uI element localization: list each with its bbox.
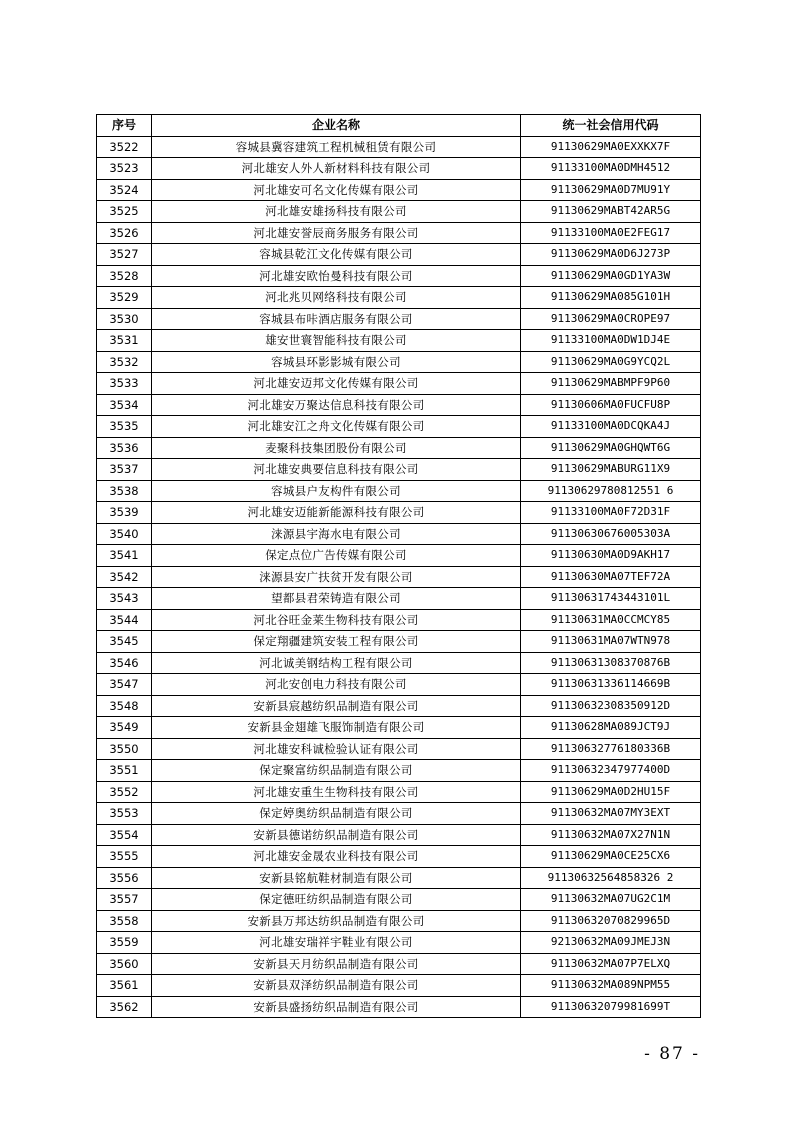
- header-credit-code: 统一社会信用代码: [521, 115, 701, 137]
- credit-code-cell: 91130632776180336B: [521, 738, 701, 760]
- company-name-cell: 河北谷旺金莱生物科技有限公司: [152, 609, 521, 631]
- serial-cell: 3543: [97, 588, 152, 610]
- company-name-cell: 安新县天月纺织品制造有限公司: [152, 953, 521, 975]
- table-row: [97, 674, 701, 696]
- company-name-cell: 河北雄安典要信息科技有限公司: [152, 459, 521, 481]
- company-name-cell: 河北雄安万聚达信息科技有限公司: [152, 394, 521, 416]
- credit-code-cell: 91130632MA07UG2C1M: [521, 889, 701, 911]
- serial-cell: 3558: [97, 910, 152, 932]
- company-name-cell: 望都县君荣铸造有限公司: [152, 588, 521, 610]
- company-name-cell: 安新县盛扬纺织品制造有限公司: [152, 996, 521, 1018]
- credit-code-cell: 91130631MA0CCMCY85: [521, 609, 701, 631]
- serial-cell: 3562: [97, 996, 152, 1018]
- company-name-cell: 河北雄安人外人新材料科技有限公司: [152, 158, 521, 180]
- credit-code-cell: 91130632MA07P7ELXQ: [521, 953, 701, 975]
- company-name-cell: 涞源县安广扶贫开发有限公司: [152, 566, 521, 588]
- serial-cell: 3534: [97, 394, 152, 416]
- serial-cell: 3523: [97, 158, 152, 180]
- serial-cell: 3527: [97, 244, 152, 266]
- company-name-cell: 保定德旺纺织品制造有限公司: [152, 889, 521, 911]
- company-name-cell: 河北雄安科诚检验认证有限公司: [152, 738, 521, 760]
- company-name-cell: 保定翔疆建筑安装工程有限公司: [152, 631, 521, 653]
- company-name-cell: 安新县宸越纺织品制造有限公司: [152, 695, 521, 717]
- company-name-cell: 容城县户友构件有限公司: [152, 480, 521, 502]
- credit-code-cell: 91130630MA0D9AKH17: [521, 545, 701, 567]
- credit-code-cell: 91130632308350912D: [521, 695, 701, 717]
- table-row: [97, 523, 701, 545]
- table-row: [97, 652, 701, 674]
- serial-cell: 3553: [97, 803, 152, 825]
- credit-code-cell: 91130629MABURG11X9: [521, 459, 701, 481]
- company-name-cell: 安新县双泽纺织品制造有限公司: [152, 975, 521, 997]
- header-company-name: 企业名称: [152, 115, 521, 137]
- table-row: [97, 760, 701, 782]
- credit-code-cell: 91133100MA0DMH4512: [521, 158, 701, 180]
- company-name-cell: 河北雄安迈能新能源科技有限公司: [152, 502, 521, 524]
- serial-cell: 3552: [97, 781, 152, 803]
- serial-cell: 3524: [97, 179, 152, 201]
- company-name-cell: 安新县铭航鞋材制造有限公司: [152, 867, 521, 889]
- company-name-cell: 麦聚科技集团股份有限公司: [152, 437, 521, 459]
- company-name-cell: 河北安创电力科技有限公司: [152, 674, 521, 696]
- credit-code-cell: 91133100MA0F72D31F: [521, 502, 701, 524]
- company-name-cell: 容城县冀容建筑工程机械租赁有限公司: [152, 136, 521, 158]
- table-row: [97, 437, 701, 459]
- company-name-cell: 河北雄安江之舟文化传媒有限公司: [152, 416, 521, 438]
- serial-cell: 3538: [97, 480, 152, 502]
- table-row: [97, 846, 701, 868]
- serial-cell: 3556: [97, 867, 152, 889]
- credit-code-cell: 91130629MA0D7MU91Y: [521, 179, 701, 201]
- serial-cell: 3528: [97, 265, 152, 287]
- serial-cell: 3533: [97, 373, 152, 395]
- credit-code-cell: 91130629MA0CROPE97: [521, 308, 701, 330]
- credit-code-cell: 91130631743443101L: [521, 588, 701, 610]
- serial-cell: 3546: [97, 652, 152, 674]
- credit-code-cell: 91130631MA07WTN978: [521, 631, 701, 653]
- credit-code-cell: 91130628MA089JCT9J: [521, 717, 701, 739]
- company-name-cell: 安新县金翅雄飞服饰制造有限公司: [152, 717, 521, 739]
- table-row: [97, 265, 701, 287]
- company-name-cell: 容城县环影影城有限公司: [152, 351, 521, 373]
- company-name-cell: 容城县布咔酒店服务有限公司: [152, 308, 521, 330]
- table-row: [97, 932, 701, 954]
- company-name-cell: 安新县万邦达纺织品制造有限公司: [152, 910, 521, 932]
- credit-code-cell: 91130632MA07X27N1N: [521, 824, 701, 846]
- serial-cell: 3548: [97, 695, 152, 717]
- table-row: [97, 351, 701, 373]
- serial-cell: 3550: [97, 738, 152, 760]
- company-name-cell: 保定婷奥纺织品制造有限公司: [152, 803, 521, 825]
- table-row: [97, 480, 701, 502]
- serial-cell: 3560: [97, 953, 152, 975]
- serial-cell: 3545: [97, 631, 152, 653]
- credit-code-cell: 91130632MA089NPM55: [521, 975, 701, 997]
- credit-code-cell: 91130629MA0D6J273P: [521, 244, 701, 266]
- serial-cell: 3522: [97, 136, 152, 158]
- table-row: [97, 975, 701, 997]
- credit-code-cell: 91130629MA085G101H: [521, 287, 701, 309]
- credit-code-cell: 91130632MA07MY3EXT: [521, 803, 701, 825]
- serial-cell: 3551: [97, 760, 152, 782]
- credit-code-cell: 91130629MABT42AR5G: [521, 201, 701, 223]
- table-row: [97, 244, 701, 266]
- company-name-cell: 保定聚富纺织品制造有限公司: [152, 760, 521, 782]
- credit-code-cell: 91133100MA0DCQKA4J: [521, 416, 701, 438]
- table-row: [97, 738, 701, 760]
- table-body: [97, 136, 701, 1018]
- table-row: [97, 717, 701, 739]
- credit-code-cell: 91130629MA0CE25CX6: [521, 846, 701, 868]
- credit-code-cell: 91130629MA0D2HU15F: [521, 781, 701, 803]
- credit-code-cell: 92130632MA09JMEJ3N: [521, 932, 701, 954]
- serial-cell: 3525: [97, 201, 152, 223]
- serial-cell: 3530: [97, 308, 152, 330]
- table-row: [97, 953, 701, 975]
- serial-cell: 3555: [97, 846, 152, 868]
- credit-code-cell: 91130629MA0EXXKX7F: [521, 136, 701, 158]
- company-name-cell: 河北雄安重生生物科技有限公司: [152, 781, 521, 803]
- table-row: [97, 588, 701, 610]
- company-name-cell: 河北雄安欧怡曼科技有限公司: [152, 265, 521, 287]
- table-row: [97, 459, 701, 481]
- serial-cell: 3544: [97, 609, 152, 631]
- table-row: [97, 394, 701, 416]
- serial-cell: 3541: [97, 545, 152, 567]
- company-name-cell: 河北雄安瑞祥宇鞋业有限公司: [152, 932, 521, 954]
- serial-cell: 3537: [97, 459, 152, 481]
- credit-code-cell: 91130630MA07TEF72A: [521, 566, 701, 588]
- table-row: [97, 631, 701, 653]
- serial-cell: 3542: [97, 566, 152, 588]
- table-row: [97, 287, 701, 309]
- credit-code-cell: 91130632070829965D: [521, 910, 701, 932]
- credit-code-cell: 91130629MA0GHQWT6G: [521, 437, 701, 459]
- credit-code-cell: 91130632564858326 2: [521, 867, 701, 889]
- credit-code-cell: 91133100MA0E2FEG17: [521, 222, 701, 244]
- serial-cell: 3540: [97, 523, 152, 545]
- serial-cell: 3526: [97, 222, 152, 244]
- serial-cell: 3532: [97, 351, 152, 373]
- table-row: [97, 201, 701, 223]
- credit-code-cell: 91130629MABMPF9P60: [521, 373, 701, 395]
- company-name-cell: 河北诚美钢结构工程有限公司: [152, 652, 521, 674]
- company-name-cell: 涞源县宇海水电有限公司: [152, 523, 521, 545]
- page-number: - 87 -: [644, 1044, 700, 1064]
- table-row: [97, 781, 701, 803]
- header-serial: 序号: [97, 115, 152, 137]
- credit-code-cell: 91130629780812551 6: [521, 480, 701, 502]
- serial-cell: 3535: [97, 416, 152, 438]
- table-row: [97, 502, 701, 524]
- table-row: [97, 416, 701, 438]
- credit-code-cell: 91130632079981699T: [521, 996, 701, 1018]
- table-header-row: [97, 115, 701, 137]
- credit-code-cell: 91133100MA0DW1DJ4E: [521, 330, 701, 352]
- enterprise-table: [96, 114, 701, 1018]
- serial-cell: 3561: [97, 975, 152, 997]
- company-name-cell: 雄安世寰智能科技有限公司: [152, 330, 521, 352]
- table-row: [97, 609, 701, 631]
- table-row: [97, 222, 701, 244]
- serial-cell: 3557: [97, 889, 152, 911]
- table-row: [97, 373, 701, 395]
- table-row: [97, 996, 701, 1018]
- serial-cell: 3536: [97, 437, 152, 459]
- table-row: [97, 136, 701, 158]
- table-row: [97, 889, 701, 911]
- table-row: [97, 566, 701, 588]
- credit-code-cell: 91130629MA0G9YCQ2L: [521, 351, 701, 373]
- table-row: [97, 824, 701, 846]
- company-name-cell: 容城县乾江文化传媒有限公司: [152, 244, 521, 266]
- credit-code-cell: 91130629MA0GD1YA3W: [521, 265, 701, 287]
- credit-code-cell: 91130632347977400D: [521, 760, 701, 782]
- table-row: [97, 867, 701, 889]
- table-row: [97, 910, 701, 932]
- serial-cell: 3529: [97, 287, 152, 309]
- company-name-cell: 河北雄安金晟农业科技有限公司: [152, 846, 521, 868]
- table-row: [97, 158, 701, 180]
- credit-code-cell: 91130631308370876B: [521, 652, 701, 674]
- table-row: [97, 179, 701, 201]
- serial-cell: 3547: [97, 674, 152, 696]
- company-name-cell: 河北雄安可名文化传媒有限公司: [152, 179, 521, 201]
- serial-cell: 3549: [97, 717, 152, 739]
- serial-cell: 3559: [97, 932, 152, 954]
- table-row: [97, 695, 701, 717]
- company-name-cell: 河北兆贝网络科技有限公司: [152, 287, 521, 309]
- credit-code-cell: 91130606MA0FUCFU8P: [521, 394, 701, 416]
- company-name-cell: 河北雄安迈邦文化传媒有限公司: [152, 373, 521, 395]
- table-row: [97, 545, 701, 567]
- company-name-cell: 保定点位广告传媒有限公司: [152, 545, 521, 567]
- table-row: [97, 330, 701, 352]
- company-name-cell: 河北雄安雄扬科技有限公司: [152, 201, 521, 223]
- credit-code-cell: 91130631336114669B: [521, 674, 701, 696]
- company-name-cell: 安新县德诺纺织品制造有限公司: [152, 824, 521, 846]
- credit-code-cell: 91130630676005303A: [521, 523, 701, 545]
- company-name-cell: 河北雄安誉辰商务服务有限公司: [152, 222, 521, 244]
- serial-cell: 3531: [97, 330, 152, 352]
- serial-cell: 3554: [97, 824, 152, 846]
- table-row: [97, 308, 701, 330]
- table-row: [97, 803, 701, 825]
- serial-cell: 3539: [97, 502, 152, 524]
